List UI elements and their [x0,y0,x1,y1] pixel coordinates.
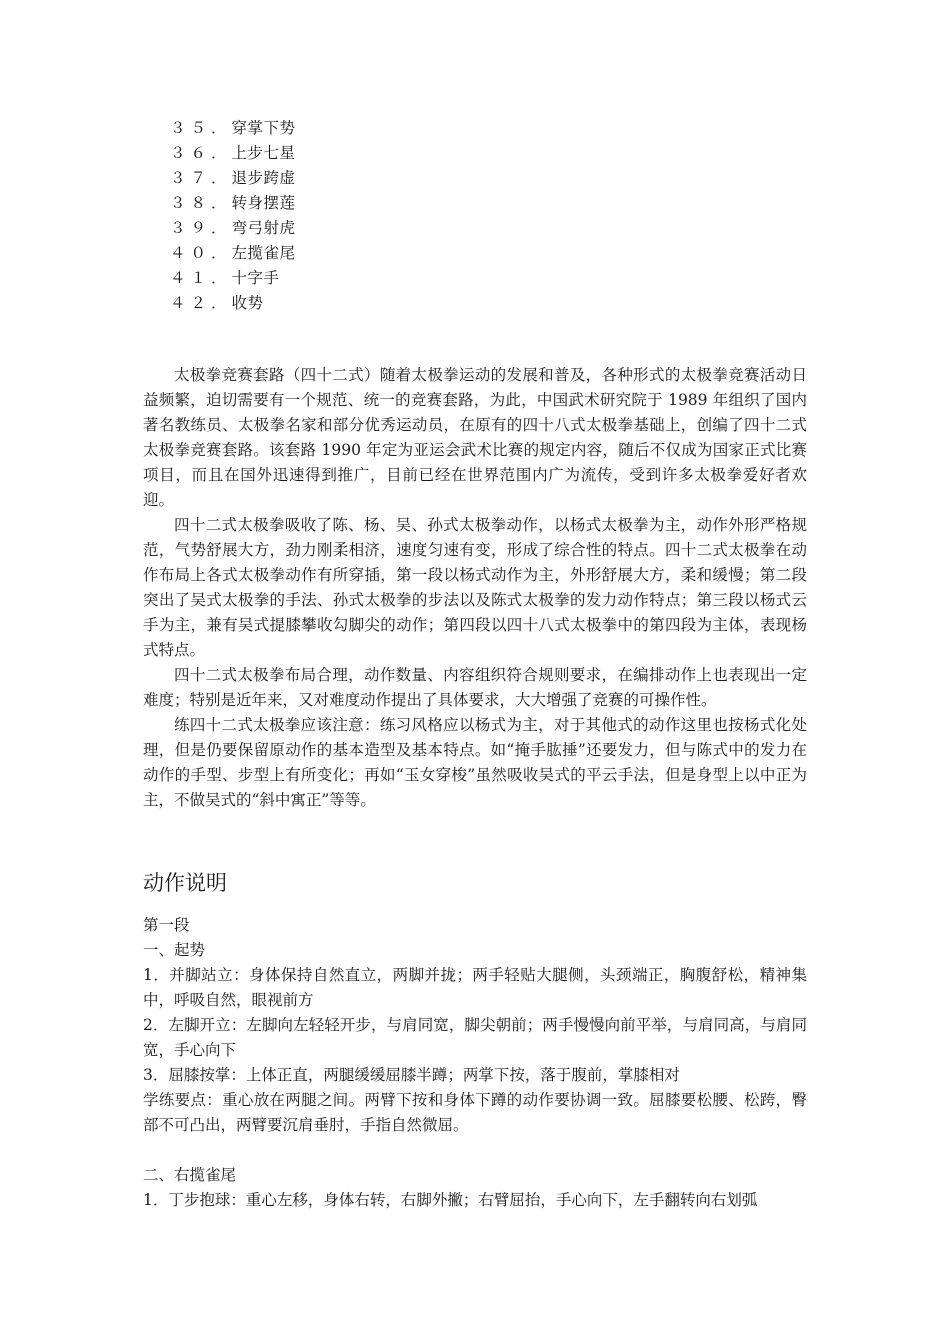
list-item [170,166,296,191]
list-item-name: 收势 [231,294,264,312]
move-step: 3．屈膝按掌：上体正直，两腿缓缓屈膝半蹲；两掌下按，落于腹前，掌膝相对 [143,1066,680,1084]
list-item-name: 退步跨虚 [231,169,296,187]
list-item [170,116,296,141]
move-title: 一、起势 [143,941,206,959]
list-item [170,141,296,166]
move-step: 2．左脚开立：左脚向左轻轻开步，与肩同宽，脚尖朝前；两手慢慢向前平举，与肩同高，与肩同宽，手心向下 [143,1016,807,1059]
section-heading: 动作说明 [143,871,227,895]
move-notes: 学练要点：重心放在两腿之间。两臂下按和身体下蹲的动作要协调一致。屈膝要松腰、松跨，臀部不可凸出，两臂要沉肩垂肘，手指自然微屈。 [143,1091,807,1134]
list-item-name: 左揽雀尾 [231,244,296,262]
intro-paragraph-3: 四十二式太极拳布局合理，动作数量、内容组织符合规则要求，在编排动作上也表现出一定难度；特别是近年来，又对难度动作提出了具体要求，大大增强了竞赛的可操作性。 [143,666,807,709]
intro-paragraph-1: 太极拳竞赛套路（四十二式）随着太极拳运动的发展和普及，各种形式的太极拳竞赛活动日益频繁，迫切需要有一个规范、统一的竞赛套路，为此，中国武术研究院于 1989 年组织了国内著名教练员、太极拳名家和部分优秀运动员，在原有的四十八式太极拳基础上，创编了四十二式太极拳竞赛套路。该套路 1990 年定为亚运会武术比赛的规定内容，随后不仅成为国家正式比赛项目，而且在国外迅速得到推广，目前已经在世界范围内广为流传，受到许多太极拳爱好者欢迎。 [143,366,807,509]
part-title: 第一段 [143,916,190,934]
list-item-name: 弯弓射虎 [231,219,296,237]
list-item [170,291,296,316]
move-step: 1．并脚站立：身体保持自然直立，两脚并拢；两手轻贴大腿侧，头颈端正，胸腹舒松，精神集中，呼吸自然，眼视前方 [143,966,807,1009]
list-item-number: ４０． [170,244,232,262]
list-item [170,266,296,291]
list-item-name: 十字手 [231,269,280,287]
list-item-name: 转身摆莲 [231,194,296,212]
intro-paragraph-4: 练四十二式太极拳应该注意：练习风格应以杨式为主，对于其他式的动作这里也按杨式化处理，但是仍要保留原动作的基本造型及基本特点。如“掩手肱捶”还要发力，但与陈式中的发力在动作的手型、步型上有所变化；再如“玉女穿梭”虽然吸收吴式的平云手法，但是身型上以中正为主，不做吴式的“斜中寓正”等等。 [143,716,807,809]
move-title: 二、右揽雀尾 [143,1166,237,1184]
intro-section [143,363,807,813]
list-item [170,241,296,266]
move-step: 1．丁步抱球：重心左移，身体右转，右脚外撇；右臂屈抬，手心向下，左手翻转向右划弧 [143,1191,758,1209]
list-item-number: ４２． [170,294,232,312]
list-item-number: ４１． [170,269,232,287]
list-item [170,191,296,216]
list-item-name: 穿掌下势 [231,119,296,137]
move-list [170,116,296,316]
list-item [170,216,296,241]
movement-description [143,913,807,1213]
list-item-number: ３７． [170,169,232,187]
list-item-name: 上步七星 [231,144,296,162]
spacer [143,1138,807,1163]
list-item-number: ３８． [170,194,232,212]
intro-paragraph-2: 四十二式太极拳吸收了陈、杨、吴、孙式太极拳动作，以杨式太极拳为主，动作外形严格规范，气势舒展大方，劲力刚柔相济，速度匀速有变，形成了综合性的特点。四十二式太极拳在动作布局上各式太极拳动作有所穿插，第一段以杨式动作为主，外形舒展大方，柔和缓慢；第二段突出了吴式太极拳的手法、孙式太极拳的步法以及陈式太极拳的发力动作特点；第三段以杨式云手为主，兼有吴式提膝攀收勾脚尖的动作；第四段以四十八式太极拳中的第四段为主体，表现杨式特点。 [143,516,807,659]
list-item-number: ３５． [170,119,232,137]
list-item-number: ３６． [170,144,232,162]
list-item-number: ３９． [170,219,232,237]
